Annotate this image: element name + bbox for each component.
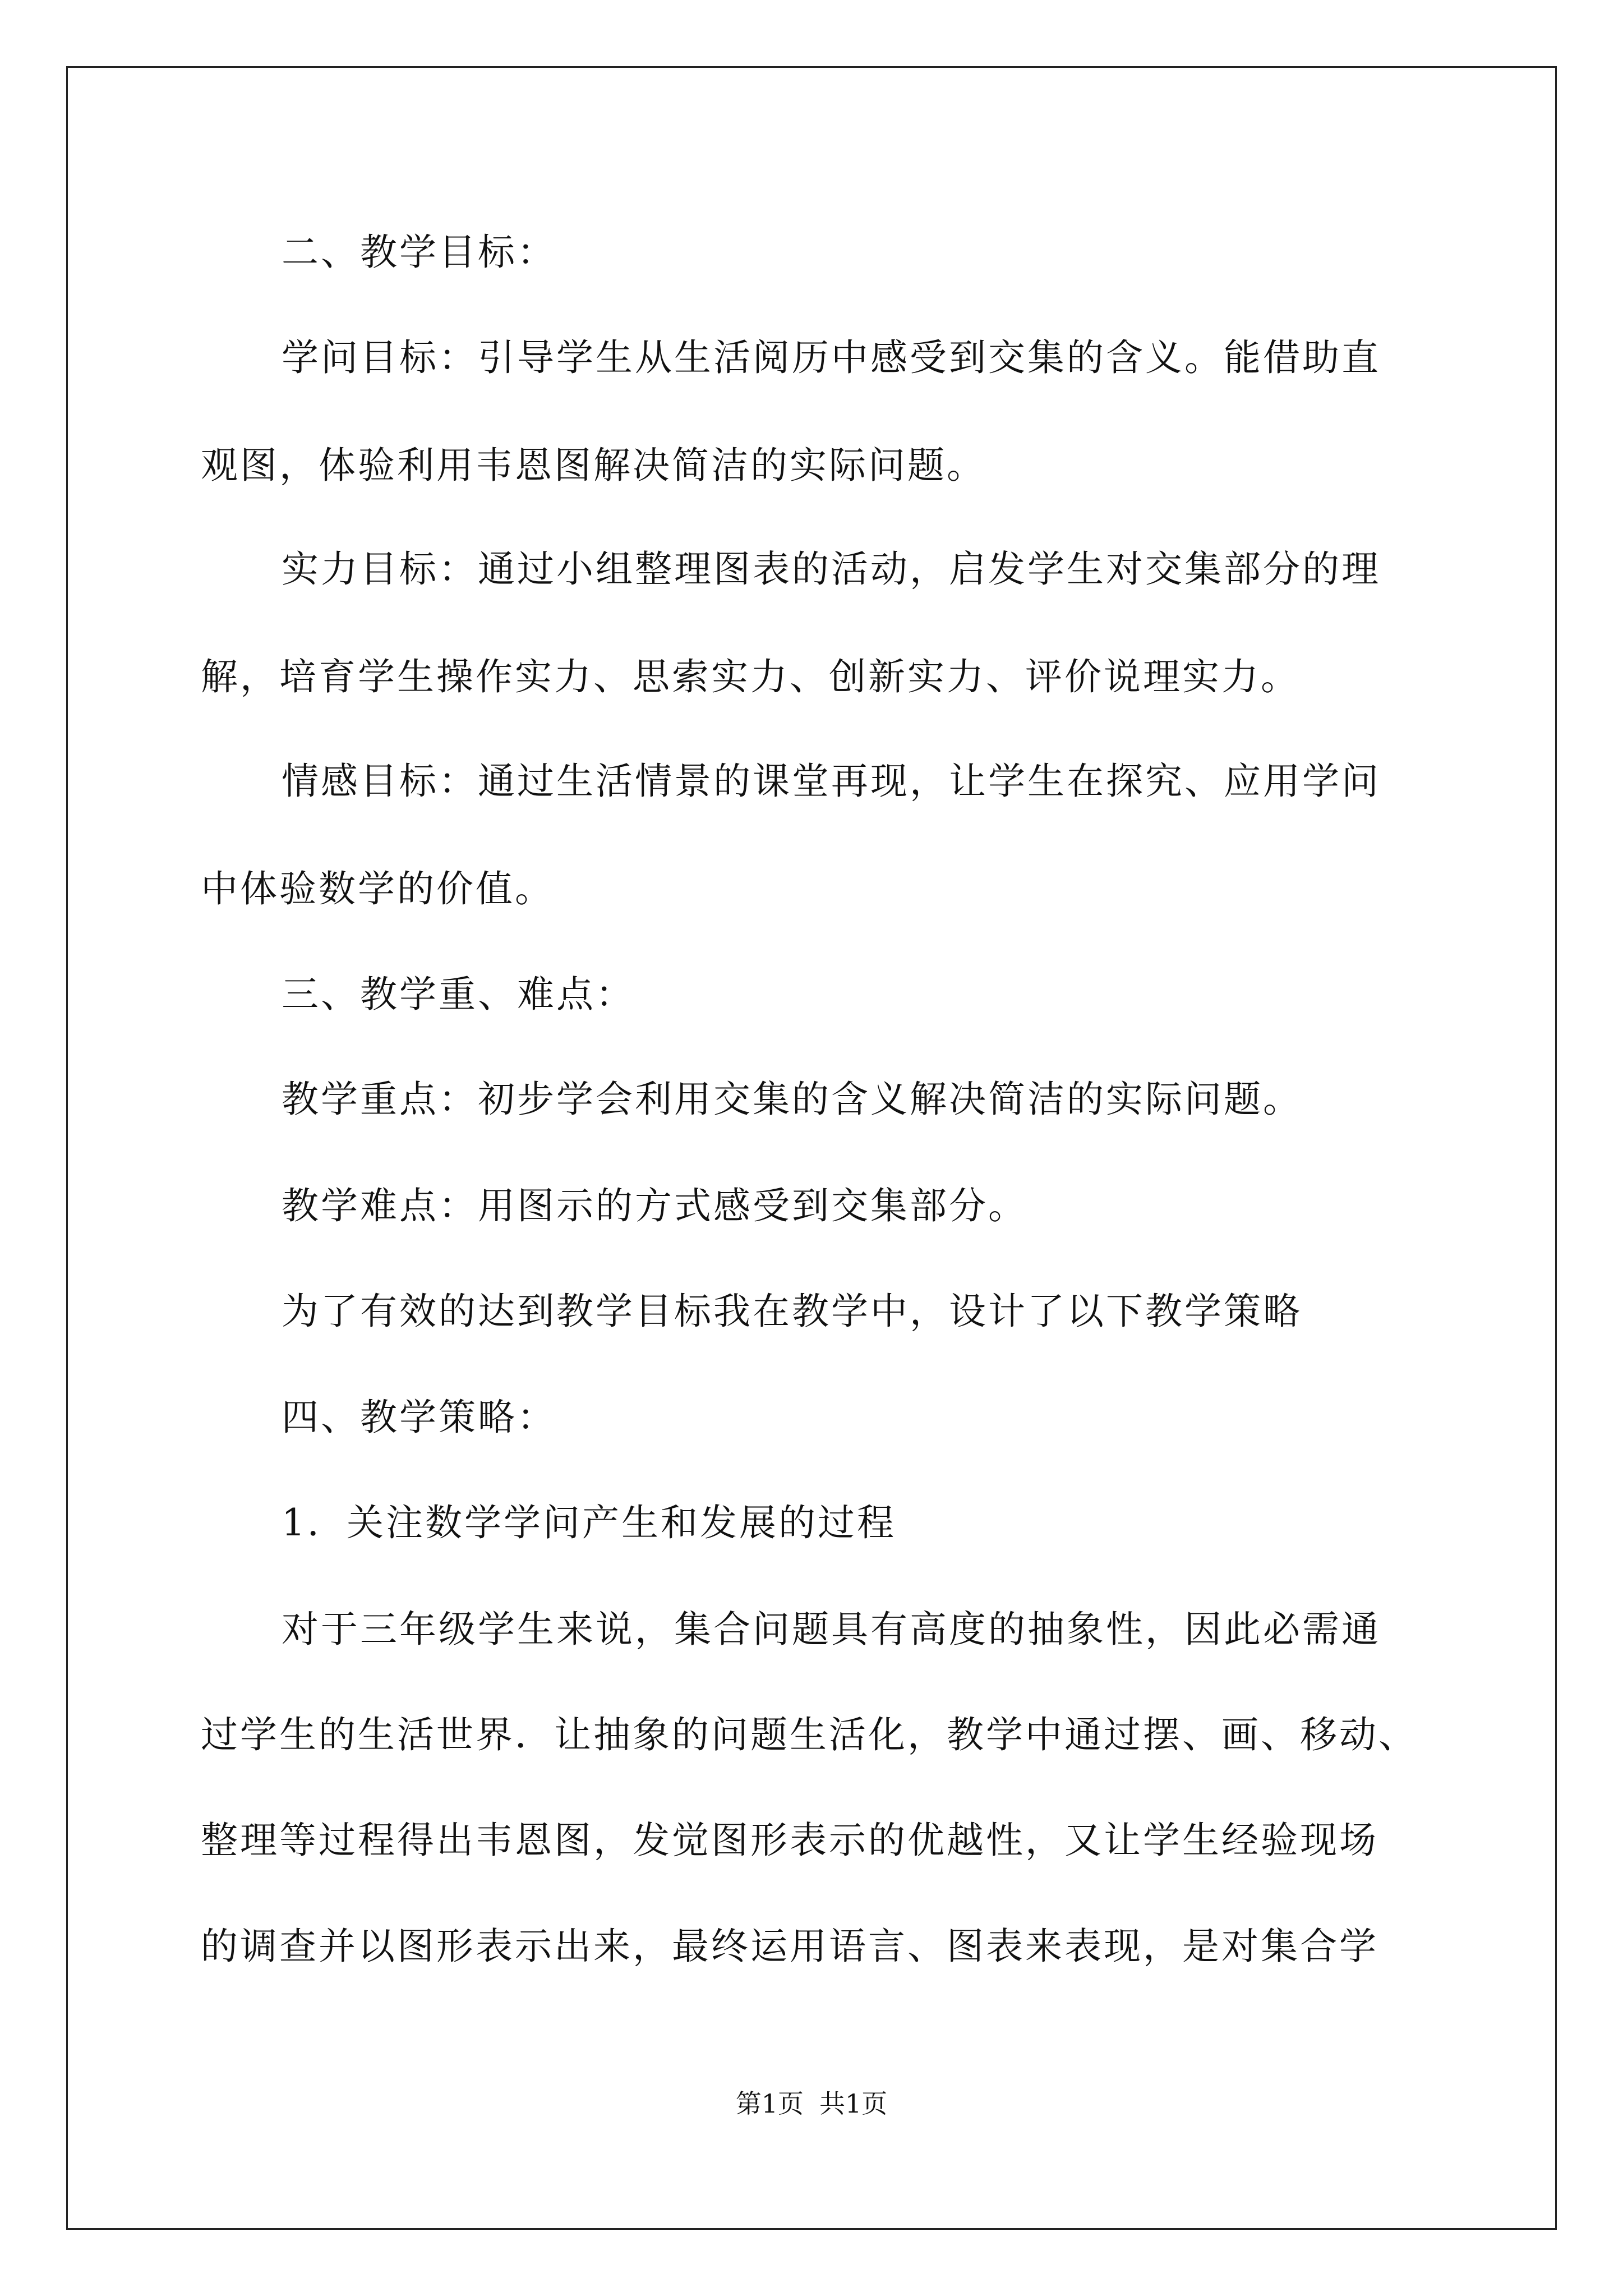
subheading-strategy-1: 1．关注数学学问产生和发展的过程 (282, 1501, 896, 1544)
paragraph-emotion-goal-cont: 中体验数学的价值。 (201, 867, 554, 910)
page-total: 共1页 (819, 2088, 888, 2119)
paragraph-ability-goal: 实力目标：通过小组整理图表的活动，启发学生对交集部分的理 (282, 547, 1381, 591)
page-number: 第1页 (735, 2088, 804, 2119)
paragraph-strategy-intro: 为了有效的达到教学目标我在教学中，设计了以下教学策略 (282, 1290, 1302, 1333)
paragraph-strategy-1-line-2: 过学生的生活世界．让抽象的问题生活化，教学中通过摆、画、移动、 (201, 1713, 1418, 1756)
paragraph-difficult-point: 教学难点：用图示的方式感受到交集部分。 (282, 1184, 1027, 1227)
paragraph-strategy-1: 对于三年级学生来说，集合问题具有高度的抽象性，因此必需通 (282, 1608, 1381, 1651)
paragraph-knowledge-goal: 学问目标：引导学生从生活阅历中感受到交集的含义。能借助直 (282, 336, 1381, 379)
page-border (66, 66, 1557, 2230)
paragraph-knowledge-goal-cont: 观图，体验利用韦恩图解决简洁的实际问题。 (201, 444, 986, 487)
page-footer (0, 2087, 1623, 2120)
heading-key-difficult-points: 三、教学重、难点： (282, 973, 635, 1016)
paragraph-ability-goal-cont: 解，培育学生操作实力、思索实力、创新实力、评价说理实力。 (201, 655, 1300, 698)
paragraph-strategy-1-line-4: 的调查并以图形表示出来，最终运用语言、图表来表现，是对集合学 (201, 1925, 1378, 1968)
heading-teaching-goals: 二、教学目标： (282, 231, 556, 274)
paragraph-strategy-1-line-3: 整理等过程得出韦恩图，发觉图形表示的优越性，又让学生经验现场 (201, 1819, 1378, 1862)
heading-teaching-strategy: 四、教学策略： (282, 1396, 556, 1439)
paragraph-key-point: 教学重点：初步学会利用交集的含义解决简洁的实际问题。 (282, 1078, 1302, 1121)
paragraph-emotion-goal: 情感目标：通过生活情景的课堂再现，让学生在探究、应用学问 (282, 760, 1381, 803)
